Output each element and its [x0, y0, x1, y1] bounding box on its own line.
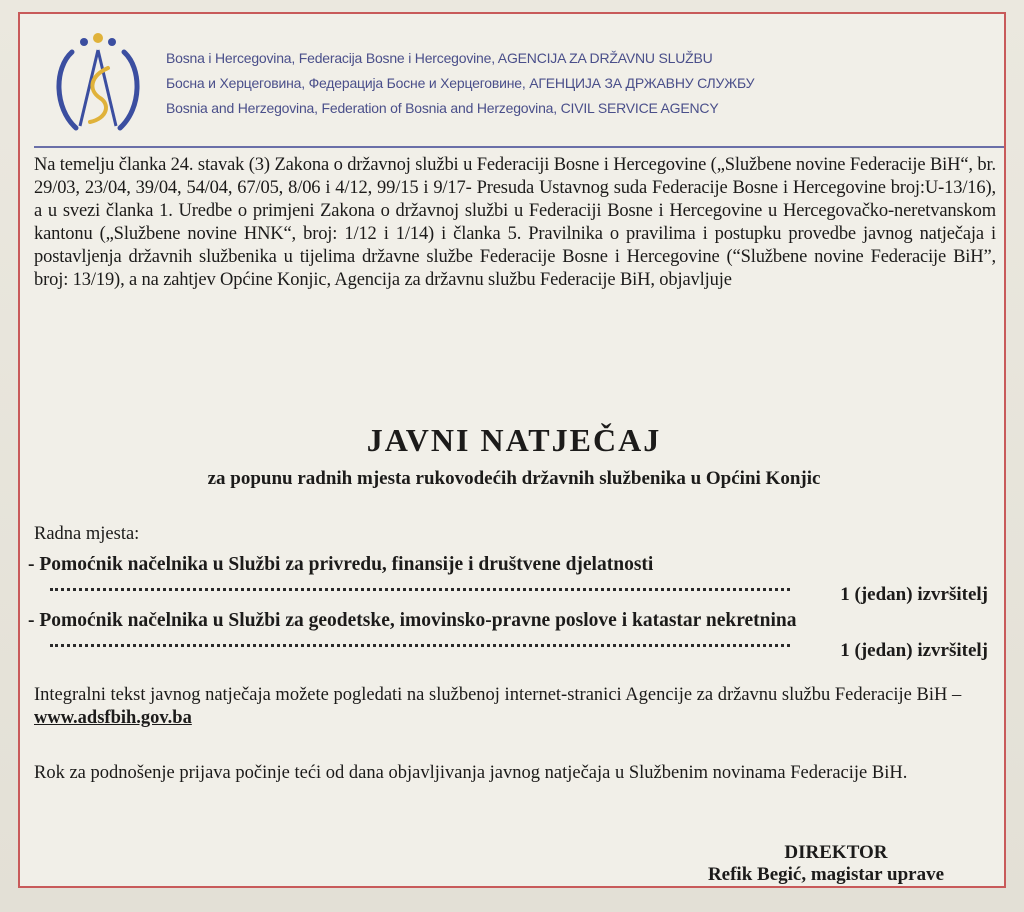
notice-frame: [18, 12, 1006, 888]
signature-name: Refik Begić, magistar uprave: [707, 864, 944, 885]
notice-subtitle: za popunu radnih mjesta rukovodećih državnih službenika u Općini Konjic: [207, 468, 821, 489]
agency-logo-icon: [50, 28, 146, 140]
agency-header: [38, 24, 998, 144]
integral-text: Integralni tekst javnog natječaja možete pogledati na službenoj internet-stranici Agencije za državnu službu Federacije BiH –: [34, 685, 962, 705]
agency-name-serbian: Босна и Херцеговина, Федерација Босне и Херцеговине, АГЕНЦИЈА ЗА ДРЖАВНУ СЛУЖБУ: [166, 75, 755, 91]
positions-label: Radna mjesta:: [34, 524, 140, 544]
notice-title: JAVNI NATJEČAJ: [366, 422, 662, 458]
agency-name-english: Bosnia and Herzegovina, Federation of Bosnia and Herzegovina, CIVIL SERVICE AGENCY: [166, 100, 719, 116]
position-title: - Pomoćnik načelnika u Službi za geodetske, imovinsko-pravne poslove i katastar nekretnina: [28, 610, 797, 631]
legal-basis-paragraph: Na temelju članka 24. stavak (3) Zakona o državnoj službi u Federaciji Bosne i Hercegovine („Službene novine Federacije BiH“, br. 29/03, 23/04, 39/04, 54/04, 67/05, 8/06 i 4/12, 99/15 i 9/17- Presuda Ustavnog suda Federacije Bosne i Hercegovine broj:U-13/16), a u svezi članka 1. Uredbe o primjeni Zakona o državnoj službi u Federaciji Bosne i Hercegovine u Hercegovačko-neretvanskom kantonu („Službene novine HNK“, broj: 1/12 i 1/14) i članka 5. Pravilnika o pravilima i postupku provedbe javnog natječaja i postavljenja državnih službenika u tijelima državne službe Federacije Bosne i Hercegovine (“Službene novine Federacije BiH”, broj: 13/19), a na zahtjev Općine Konjic, Agencija za državnu službu Federacije BiH, objavljuje: [34, 155, 996, 290]
agency-name-lines: [166, 46, 996, 121]
integral-text-paragraph: [34, 684, 996, 730]
position-title: - Pomoćnik načelnika u Službi za privredu, finansije i društvene djelatnosti: [28, 554, 654, 575]
agency-website-link[interactable]: www.adsfbih.gov.ba: [34, 708, 192, 728]
header-divider: [34, 146, 1004, 148]
position-count: 1 (jedan) izvršitelj: [840, 584, 988, 605]
dotted-leader: [50, 642, 790, 647]
position-count: 1 (jedan) izvršitelj: [840, 640, 988, 661]
deadline-paragraph: Rok za podnošenje prijava počinje teći od dana objavljivanja javnog natječaja u Službenim novinama Federacije BiH.: [34, 763, 908, 783]
signature-block: [708, 842, 944, 886]
dotted-leader: [50, 586, 790, 591]
signature-role: DIREKTOR: [784, 842, 888, 863]
agency-name-bosnian: Bosna i Hercegovina, Federacija Bosne i Hercegovine, AGENCIJA ZA DRŽAVNU SLUŽBU: [166, 50, 713, 66]
